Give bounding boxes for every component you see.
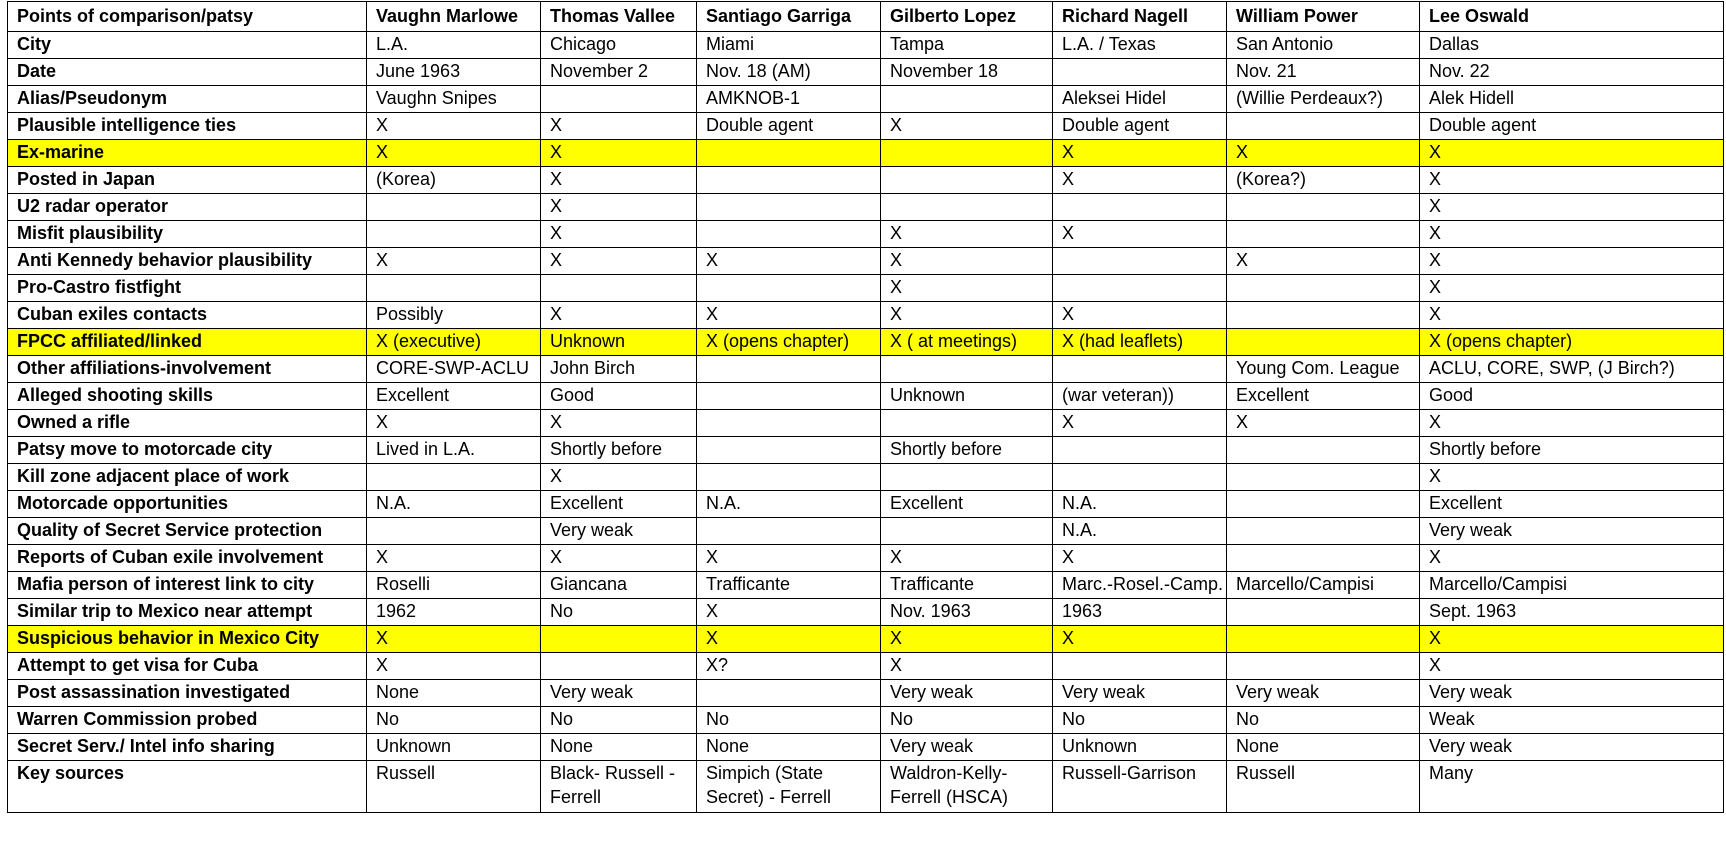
row-label: Ex-marine (8, 140, 367, 167)
table-cell: N.A. (1053, 491, 1227, 518)
table-row (8, 383, 1724, 410)
table-cell: Very weak (1227, 680, 1420, 707)
table-row (8, 221, 1724, 248)
table-cell (881, 410, 1053, 437)
table-cell: Unknown (367, 734, 541, 761)
table-cell: Dallas (1420, 32, 1724, 59)
table-cell: Black- Russell - Ferrell (541, 761, 697, 813)
table-cell: Excellent (367, 383, 541, 410)
table-cell: X (opens chapter) (1420, 329, 1724, 356)
table-cell: X (367, 410, 541, 437)
table-row (8, 302, 1724, 329)
table-cell: Tampa (881, 32, 1053, 59)
table-cell: Shortly before (1420, 437, 1724, 464)
table-body (8, 32, 1724, 813)
table-cell: Excellent (1227, 383, 1420, 410)
table-cell: Good (541, 383, 697, 410)
table-cell: X (881, 221, 1053, 248)
table-cell: None (367, 680, 541, 707)
row-label: City (8, 32, 367, 59)
row-label: Suspicious behavior in Mexico City (8, 626, 367, 653)
table-row (8, 86, 1724, 113)
table-cell: Trafficante (881, 572, 1053, 599)
table-cell: Double agent (1053, 113, 1227, 140)
table-cell (1053, 464, 1227, 491)
table-cell: Young Com. League (1227, 356, 1420, 383)
table-row (8, 410, 1724, 437)
table-cell: X (367, 113, 541, 140)
table-row (8, 734, 1724, 761)
table-cell: X (1420, 464, 1724, 491)
table-cell: Unknown (881, 383, 1053, 410)
table-row (8, 653, 1724, 680)
table-cell: ACLU, CORE, SWP, (J Birch?) (1420, 356, 1724, 383)
table-cell: Excellent (881, 491, 1053, 518)
table-row (8, 140, 1724, 167)
table-cell: John Birch (541, 356, 697, 383)
table-cell: X (881, 275, 1053, 302)
table-cell: Miami (697, 32, 881, 59)
table-cell: (Willie Perdeaux?) (1227, 86, 1420, 113)
row-label: Owned a rifle (8, 410, 367, 437)
table-cell: X (1053, 167, 1227, 194)
row-label: Reports of Cuban exile involvement (8, 545, 367, 572)
table-cell: Very weak (1420, 518, 1724, 545)
row-label: Patsy move to motorcade city (8, 437, 367, 464)
table-cell (697, 680, 881, 707)
table-cell: No (1053, 707, 1227, 734)
table-cell: Very weak (881, 680, 1053, 707)
table-cell: Nov. 1963 (881, 599, 1053, 626)
table-cell: X (367, 545, 541, 572)
table-cell: Trafficante (697, 572, 881, 599)
table-cell: X (541, 140, 697, 167)
table-cell: X (1053, 626, 1227, 653)
table-row (8, 275, 1724, 302)
table-cell (1227, 518, 1420, 545)
table-cell: X? (697, 653, 881, 680)
header-cell: William Power (1227, 2, 1420, 32)
table-cell: X (1420, 140, 1724, 167)
table-cell: Very weak (541, 680, 697, 707)
table-row (8, 599, 1724, 626)
row-label: Attempt to get visa for Cuba (8, 653, 367, 680)
table-cell: Very weak (1420, 734, 1724, 761)
table-cell (1227, 599, 1420, 626)
table-cell: AMKNOB-1 (697, 86, 881, 113)
table-cell (1227, 653, 1420, 680)
table-cell: November 2 (541, 59, 697, 86)
table-cell: Marc.-Rosel.-Camp. (1053, 572, 1227, 599)
table-cell (541, 275, 697, 302)
table-cell: L.A. / Texas (1053, 32, 1227, 59)
table-cell: June 1963 (367, 59, 541, 86)
row-label: Misfit plausibility (8, 221, 367, 248)
table-cell (1227, 437, 1420, 464)
table-cell: X (1420, 545, 1724, 572)
table-cell (881, 86, 1053, 113)
table-cell: November 18 (881, 59, 1053, 86)
table-cell: Possibly (367, 302, 541, 329)
table-cell (1227, 221, 1420, 248)
table-cell (1227, 464, 1420, 491)
table-cell: X (367, 248, 541, 275)
row-label: Warren Commission probed (8, 707, 367, 734)
table-cell: San Antonio (1227, 32, 1420, 59)
header-cell: Gilberto Lopez (881, 2, 1053, 32)
table-row (8, 59, 1724, 86)
table-cell (881, 464, 1053, 491)
table-cell: 1962 (367, 599, 541, 626)
table-cell (697, 383, 881, 410)
row-label: Posted in Japan (8, 167, 367, 194)
table-cell: Good (1420, 383, 1724, 410)
table-cell (541, 626, 697, 653)
table-cell: L.A. (367, 32, 541, 59)
table-cell: Unknown (541, 329, 697, 356)
table-cell (1227, 302, 1420, 329)
table-cell (697, 167, 881, 194)
table-cell: X (541, 113, 697, 140)
table-cell: Vaughn Snipes (367, 86, 541, 113)
table-cell: Very weak (1420, 680, 1724, 707)
table-cell: X (541, 194, 697, 221)
table-cell: CORE-SWP-ACLU (367, 356, 541, 383)
table-cell (697, 437, 881, 464)
table-cell (1227, 491, 1420, 518)
row-label: U2 radar operator (8, 194, 367, 221)
table-cell: X (1053, 545, 1227, 572)
table-row (8, 113, 1724, 140)
table-cell (1053, 59, 1227, 86)
table-row (8, 464, 1724, 491)
table-cell: Very weak (881, 734, 1053, 761)
table-row (8, 491, 1724, 518)
header-row (8, 2, 1724, 32)
table-cell: X (541, 248, 697, 275)
table-cell: X (367, 626, 541, 653)
table-cell: X (1053, 302, 1227, 329)
table-cell: None (697, 734, 881, 761)
table-cell: Lived in L.A. (367, 437, 541, 464)
table-cell: Sept. 1963 (1420, 599, 1724, 626)
table-cell (881, 518, 1053, 545)
table-cell: X (opens chapter) (697, 329, 881, 356)
table-cell: X (367, 653, 541, 680)
table-cell: X ( at meetings) (881, 329, 1053, 356)
header-cell: Santiago Garriga (697, 2, 881, 32)
table-cell: X (had leaflets) (1053, 329, 1227, 356)
header-cell: Lee Oswald (1420, 2, 1724, 32)
table-cell: X (1420, 221, 1724, 248)
table-cell: Nov. 22 (1420, 59, 1724, 86)
table-cell: (Korea?) (1227, 167, 1420, 194)
row-label: Alias/Pseudonym (8, 86, 367, 113)
table-cell (1053, 653, 1227, 680)
table-cell (881, 194, 1053, 221)
table-row (8, 329, 1724, 356)
row-label: FPCC affiliated/linked (8, 329, 367, 356)
table-cell (1227, 275, 1420, 302)
table-cell: X (881, 248, 1053, 275)
table-cell: Double agent (1420, 113, 1724, 140)
row-label: Plausible intelligence ties (8, 113, 367, 140)
row-label: Quality of Secret Service protection (8, 518, 367, 545)
table-cell (1053, 275, 1227, 302)
table-cell: N.A. (1053, 518, 1227, 545)
table-cell: X (697, 302, 881, 329)
table-cell: X (1053, 221, 1227, 248)
table-cell (367, 221, 541, 248)
table-cell (881, 356, 1053, 383)
table-cell: Simpich (State Secret) - Ferrell (697, 761, 881, 813)
row-label: Post assassination investigated (8, 680, 367, 707)
table-cell (367, 464, 541, 491)
table-cell: Many (1420, 761, 1724, 813)
table-cell: X (541, 302, 697, 329)
table-row (8, 761, 1724, 813)
table-cell: X (697, 626, 881, 653)
table-row (8, 248, 1724, 275)
table-row (8, 707, 1724, 734)
table-cell: X (881, 653, 1053, 680)
table-row (8, 545, 1724, 572)
table-cell: None (1227, 734, 1420, 761)
table-cell (881, 167, 1053, 194)
table-cell: Very weak (1053, 680, 1227, 707)
table-cell: X (1420, 302, 1724, 329)
table-cell: 1963 (1053, 599, 1227, 626)
table-cell: X (541, 464, 697, 491)
table-cell: X (881, 545, 1053, 572)
table-row (8, 437, 1724, 464)
table-cell: Russell (367, 761, 541, 813)
table-cell: X (881, 626, 1053, 653)
table-cell: (Korea) (367, 167, 541, 194)
table-cell (697, 356, 881, 383)
table-cell: X (1420, 167, 1724, 194)
table-cell: Nov. 18 (AM) (697, 59, 881, 86)
table-cell: Excellent (541, 491, 697, 518)
table-cell: X (executive) (367, 329, 541, 356)
table-cell (1053, 437, 1227, 464)
header-cell: Thomas Vallee (541, 2, 697, 32)
row-label: Cuban exiles contacts (8, 302, 367, 329)
table-cell: Marcello/Campisi (1420, 572, 1724, 599)
table-cell: X (1420, 194, 1724, 221)
table-cell (881, 140, 1053, 167)
table-cell: Aleksei Hidel (1053, 86, 1227, 113)
table-cell: N.A. (367, 491, 541, 518)
table-cell: Shortly before (541, 437, 697, 464)
table-cell (1227, 626, 1420, 653)
table-cell: X (697, 545, 881, 572)
table-row (8, 194, 1724, 221)
table-cell (367, 518, 541, 545)
table-cell (1227, 113, 1420, 140)
table-cell: No (881, 707, 1053, 734)
table-cell (697, 410, 881, 437)
table-row (8, 518, 1724, 545)
table-cell: X (1420, 653, 1724, 680)
table-cell: X (1420, 626, 1724, 653)
table-cell: No (367, 707, 541, 734)
table-cell: No (697, 707, 881, 734)
table-cell: X (881, 302, 1053, 329)
table-cell: Giancana (541, 572, 697, 599)
row-label: Pro-Castro fistfight (8, 275, 367, 302)
table-cell: Shortly before (881, 437, 1053, 464)
table-row (8, 356, 1724, 383)
row-label: Mafia person of interest link to city (8, 572, 367, 599)
table-row (8, 626, 1724, 653)
table-cell: Russell (1227, 761, 1420, 813)
table-cell: Nov. 21 (1227, 59, 1420, 86)
table-cell: X (1420, 275, 1724, 302)
table-cell: Weak (1420, 707, 1724, 734)
table-cell (697, 140, 881, 167)
table-cell (367, 275, 541, 302)
table-cell: X (1420, 410, 1724, 437)
table-cell (697, 464, 881, 491)
table-cell: No (541, 707, 697, 734)
table-cell: No (541, 599, 697, 626)
table-cell: Roselli (367, 572, 541, 599)
table-row (8, 680, 1724, 707)
table-cell: X (881, 113, 1053, 140)
table-cell: X (1053, 140, 1227, 167)
comparison-table (7, 1, 1724, 813)
table-cell (1227, 329, 1420, 356)
table-cell (1053, 248, 1227, 275)
row-label: Alleged shooting skills (8, 383, 367, 410)
table-cell: Very weak (541, 518, 697, 545)
table-cell: X (541, 221, 697, 248)
header-cell: Points of comparison/patsy (8, 2, 367, 32)
table-row (8, 32, 1724, 59)
table-cell (1227, 545, 1420, 572)
table-cell: X (1227, 248, 1420, 275)
table-cell: Chicago (541, 32, 697, 59)
row-label: Other affiliations-involvement (8, 356, 367, 383)
table-cell (541, 86, 697, 113)
table-cell: X (541, 410, 697, 437)
table-cell: Alek Hidell (1420, 86, 1724, 113)
row-label: Key sources (8, 761, 367, 813)
table-cell: X (1053, 410, 1227, 437)
table-cell: No (1227, 707, 1420, 734)
row-label: Secret Serv./ Intel info sharing (8, 734, 367, 761)
table-cell: X (697, 599, 881, 626)
row-label: Motorcade opportunities (8, 491, 367, 518)
table-cell: (war veteran)) (1053, 383, 1227, 410)
table-cell: X (1227, 140, 1420, 167)
table-cell (697, 221, 881, 248)
table-cell: X (541, 167, 697, 194)
table-row (8, 167, 1724, 194)
row-label: Anti Kennedy behavior plausibility (8, 248, 367, 275)
table-cell (1227, 194, 1420, 221)
table-cell (697, 518, 881, 545)
table-cell: Excellent (1420, 491, 1724, 518)
table-cell: N.A. (697, 491, 881, 518)
table-cell: Unknown (1053, 734, 1227, 761)
table-cell: Russell-Garrison (1053, 761, 1227, 813)
table-cell (697, 275, 881, 302)
row-label: Kill zone adjacent place of work (8, 464, 367, 491)
table-cell: Double agent (697, 113, 881, 140)
row-label: Similar trip to Mexico near attempt (8, 599, 367, 626)
table-row (8, 572, 1724, 599)
table-cell: X (1420, 248, 1724, 275)
table-cell (541, 653, 697, 680)
table-cell (697, 194, 881, 221)
header-cell: Vaughn Marlowe (367, 2, 541, 32)
row-label: Date (8, 59, 367, 86)
table-cell (1053, 194, 1227, 221)
header-cell: Richard Nagell (1053, 2, 1227, 32)
table-cell: None (541, 734, 697, 761)
table-cell (1053, 356, 1227, 383)
table-cell: X (367, 140, 541, 167)
table-cell: X (697, 248, 881, 275)
table-cell: Waldron-Kelly-Ferrell (HSCA) (881, 761, 1053, 813)
table-cell: Marcello/Campisi (1227, 572, 1420, 599)
table-cell: X (1227, 410, 1420, 437)
table-cell (367, 194, 541, 221)
table-cell: X (541, 545, 697, 572)
